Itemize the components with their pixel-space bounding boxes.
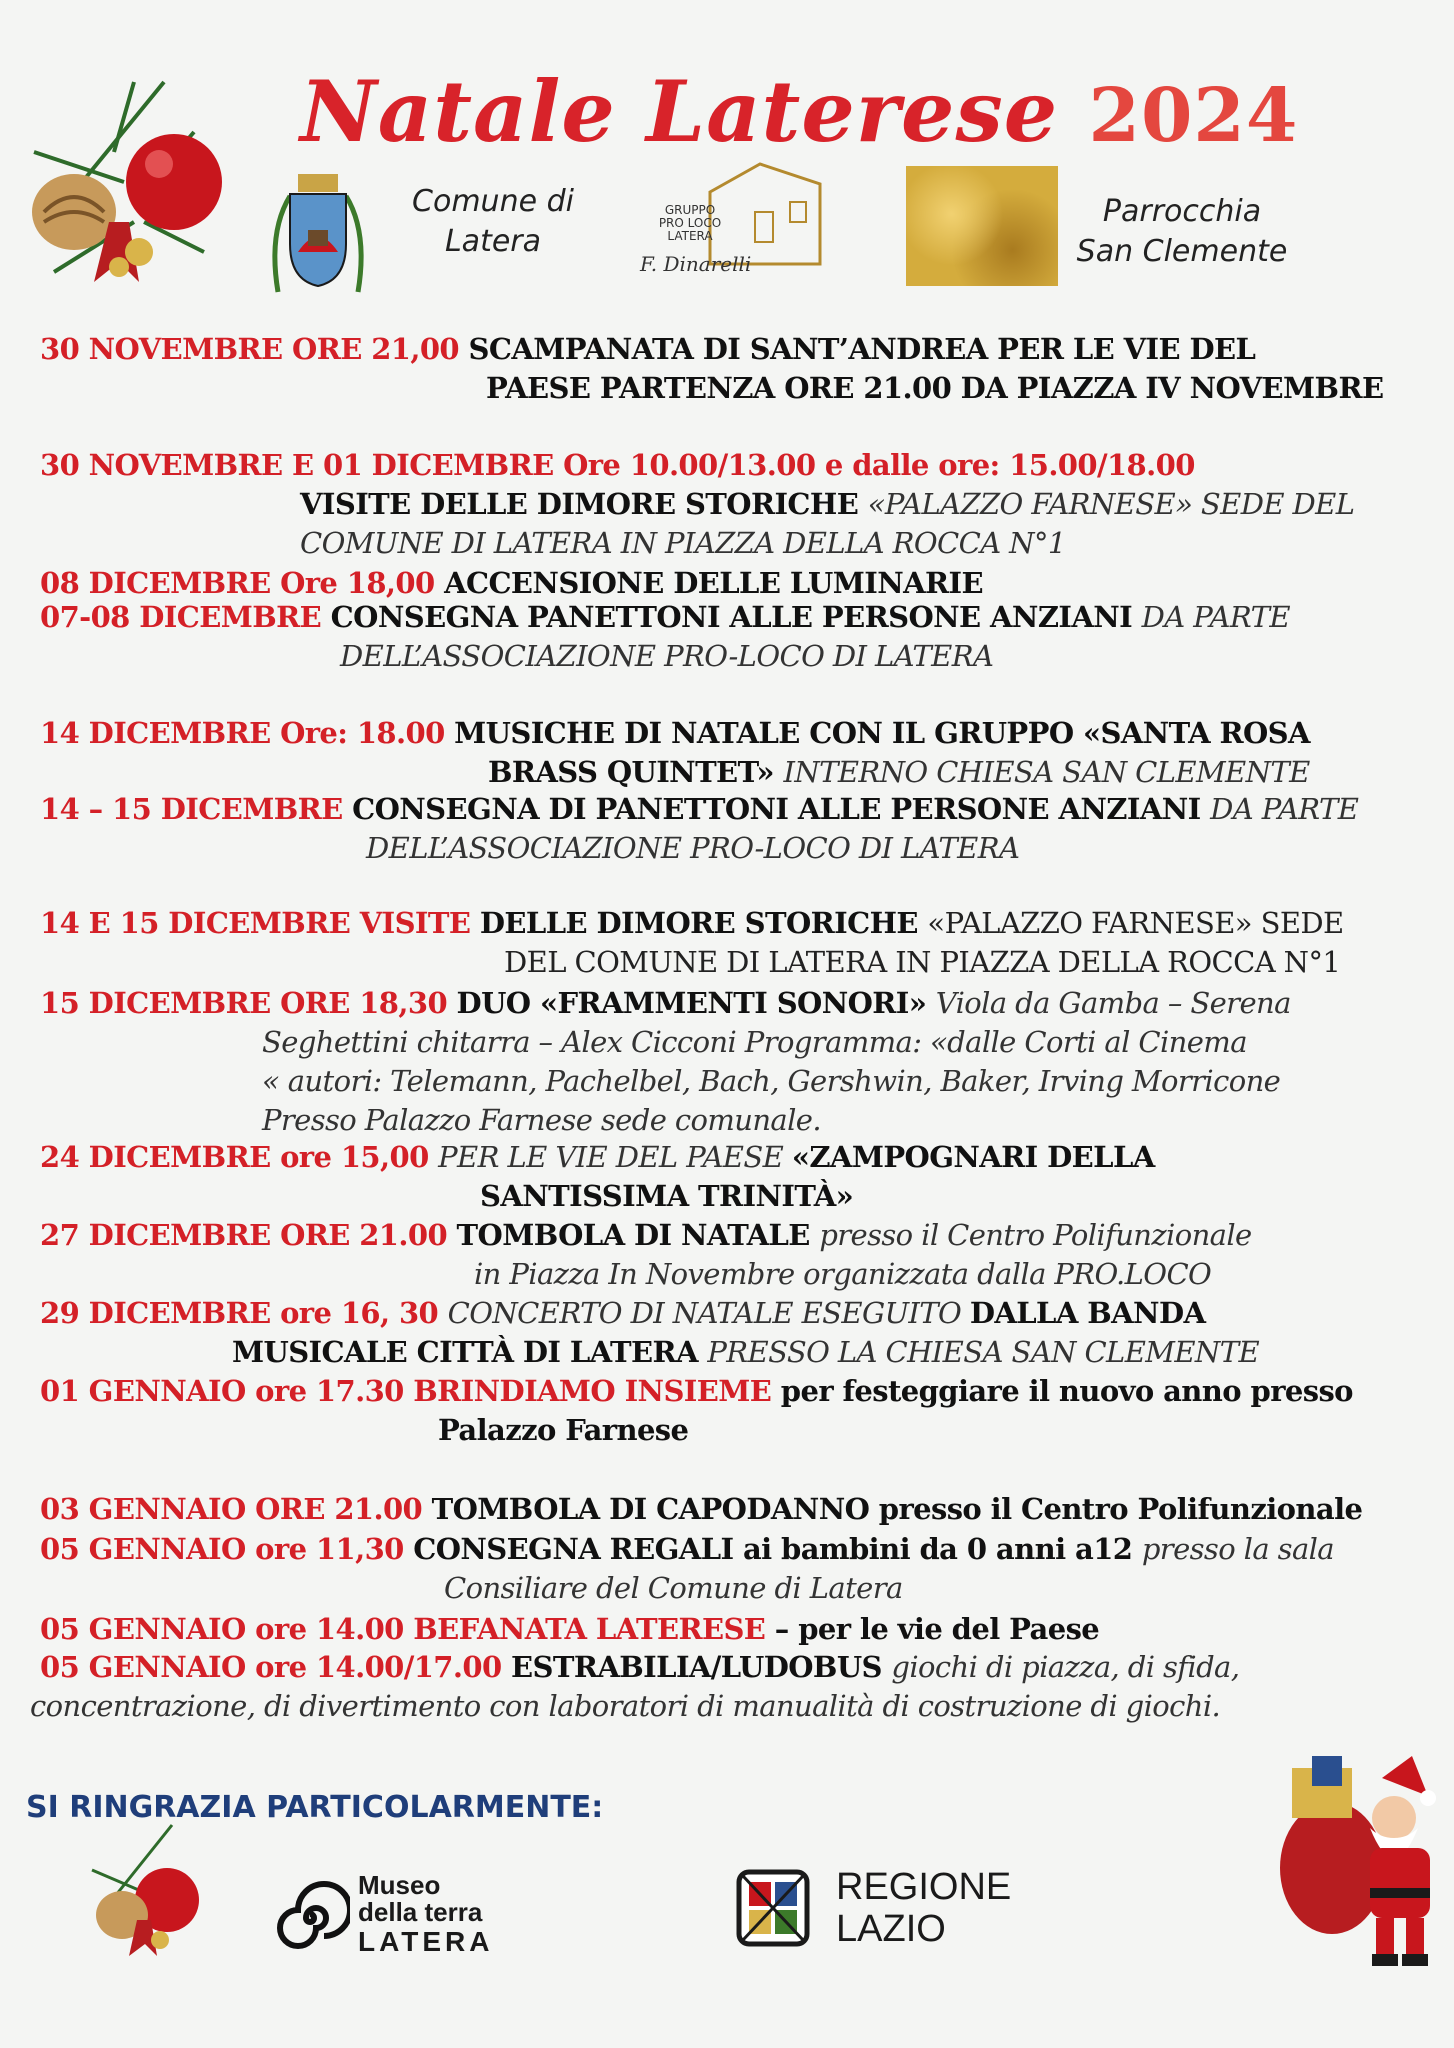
event-line <box>40 1138 1450 1177</box>
event-item <box>30 1648 1450 1726</box>
event-text: TOMBOLA DI CAPODANNO presso il Centro Polifunzionale <box>431 1492 1363 1526</box>
event-item <box>40 790 1450 868</box>
event-text: MUSICALE CITTÀ DI LATERA <box>232 1335 708 1369</box>
event-line <box>40 1255 1450 1294</box>
event-item <box>40 1610 1450 1649</box>
event-line <box>40 369 1450 408</box>
event-item <box>40 1490 1450 1529</box>
event-item <box>40 446 1450 563</box>
event-line <box>40 714 1450 753</box>
event-text: DA PARTE <box>1210 792 1359 826</box>
event-text: «ZAMPOGNARI DELLA <box>791 1140 1155 1174</box>
event-text: SCAMPANATA DI SANT’ANDREA PER LE VIE DEL <box>468 332 1256 366</box>
poster-title <box>300 62 1300 161</box>
museo-line2: della terra <box>358 1897 483 1927</box>
event-text: presso la sala <box>1141 1532 1334 1566</box>
event-text: ACCENSIONE DELLE LUMINARIE <box>444 566 983 600</box>
event-item <box>40 1372 1450 1450</box>
comune-label-line2: Latera <box>444 224 542 259</box>
event-text: DELL’ASSOCIAZIONE PRO-LOCO DI LATERA <box>366 831 1020 865</box>
event-text: COMUNE DI LATERA IN PIAZZA DELLA ROCCA N°1 <box>300 526 1066 560</box>
event-text: «PALAZZO FARNESE» SEDE DEL <box>867 487 1355 521</box>
event-line <box>40 524 1450 563</box>
proloco-logo <box>640 162 850 282</box>
event-text: giochi di piazza, di sfida, <box>891 1650 1240 1684</box>
event-date: 08 DICEMBRE Ore 18,00 <box>40 566 445 600</box>
event-date: 14 – 15 DICEMBRE <box>40 792 353 826</box>
event-date: 01 GENNAIO ore 17.30 BRINDIAMO INSIEME <box>40 1374 781 1408</box>
event-text: Seghettini chitarra – Alex Cicconi Programma: «dalle Corti al Cinema <box>262 1025 1247 1059</box>
event-line <box>30 1687 1450 1726</box>
event-date: 05 GENNAIO ore 14.00 BEFANATA LATERESE <box>40 1612 775 1646</box>
event-text: CONSEGNA PANETTONI ALLE PERSONE ANZIANI <box>330 600 1142 634</box>
event-item <box>40 598 1450 676</box>
event-line <box>40 446 1450 485</box>
event-text: – per le vie del Paese <box>774 1612 1100 1646</box>
event-text: CONSEGNA REGALI ai bambini da 0 anni a12 <box>413 1532 1142 1566</box>
santa-claus-icon <box>1272 1748 1452 1970</box>
event-line <box>40 1411 1450 1450</box>
event-text: DELLE DIMORE STORICHE <box>479 906 928 940</box>
event-line <box>40 1216 1450 1255</box>
event-text: MUSICHE DI NATALE CON IL GRUPPO «SANTA ROSA <box>454 716 1310 750</box>
event-line <box>40 984 1450 1023</box>
event-text: concentrazione, di divertimento con laboratori di manualità di costruzione di giochi. <box>30 1689 1221 1723</box>
event-date: 14 DICEMBRE Ore: 18.00 <box>40 716 455 750</box>
event-item <box>40 1216 1450 1294</box>
event-text: DELL’ASSOCIAZIONE PRO-LOCO DI LATERA <box>340 639 994 673</box>
event-text: DUO «FRAMMENTI SONORI» <box>456 986 936 1020</box>
christmas-ornament-top-left <box>14 72 224 292</box>
event-text: INTERNO CHIESA SAN CLEMENTE <box>783 755 1310 789</box>
comune-crest-icon <box>268 172 368 304</box>
event-line <box>40 1569 1450 1608</box>
event-item <box>40 330 1450 408</box>
event-date: 03 GENNAIO ORE 21.00 <box>40 1492 432 1526</box>
proloco-text <box>650 204 730 243</box>
event-text: « autori: Telemann, Pachelbel, Bach, Gershwin, Baker, Irving Morricone <box>262 1064 1281 1098</box>
event-text: DA PARTE <box>1141 600 1290 634</box>
event-line <box>40 753 1450 792</box>
regione-lazio-text <box>836 1866 1011 1950</box>
event-line <box>40 1062 1450 1101</box>
event-date: 05 GENNAIO ore 14.00/17.00 <box>40 1650 512 1684</box>
event-date: 07-08 DICEMBRE <box>40 600 331 634</box>
event-line <box>40 829 1450 868</box>
event-text: in Piazza In Novembre organizzata dalla PRO.LOCO <box>474 1257 1212 1291</box>
museo-line3: LATERA <box>358 1926 494 1957</box>
regione-line2: LAZIO <box>836 1908 946 1950</box>
event-line <box>40 1372 1450 1411</box>
event-date: 29 DICEMBRE ore 16, 30 <box>40 1296 448 1330</box>
proloco-line3: LATERA <box>667 229 713 243</box>
event-text: PRESSO LA CHIESA SAN CLEMENTE <box>707 1335 1260 1369</box>
event-text: PAESE PARTENZA ORE 21.00 DA PIAZZA IV NOVEMBRE <box>486 371 1384 405</box>
event-date: 14 E 15 DICEMBRE VISITE <box>40 906 480 940</box>
event-text: BRASS QUINTET» <box>488 755 784 789</box>
event-text: «PALAZZO FARNESE» SEDE <box>927 906 1344 940</box>
event-line <box>40 1530 1450 1569</box>
event-item <box>40 984 1450 1140</box>
event-line <box>40 485 1450 524</box>
event-line <box>40 1294 1450 1333</box>
event-text: presso il Centro Polifunzionale <box>819 1218 1252 1252</box>
event-date: 30 NOVEMBRE ORE 21,00 <box>40 332 469 366</box>
title-text: Natale Laterese <box>300 62 1059 161</box>
event-line <box>40 1177 1450 1216</box>
event-item <box>40 1530 1450 1608</box>
event-line <box>40 637 1450 676</box>
parrocchia-label-line1: Parrocchia <box>1102 194 1262 229</box>
event-text: per festeggiare il nuovo anno presso <box>780 1374 1353 1408</box>
christmas-ornament-bottom-left <box>82 1820 202 1960</box>
parrocchia-label <box>1062 192 1302 272</box>
regione-line1: REGIONE <box>836 1866 1012 1908</box>
event-line <box>40 904 1450 943</box>
event-line <box>40 1648 1450 1687</box>
event-date: 24 DICEMBRE ore 15,00 <box>40 1140 439 1174</box>
parrocchia-label-line2: San Clemente <box>1076 234 1288 269</box>
event-text: CONCERTO DI NATALE ESEGUITO <box>447 1296 970 1330</box>
event-text: DALLA BANDA <box>969 1296 1206 1330</box>
event-line <box>40 598 1450 637</box>
event-text: PER LE VIE DEL PAESE <box>438 1140 792 1174</box>
event-item <box>40 904 1450 982</box>
proloco-signature: F. Dinarelli <box>640 252 752 276</box>
thanks-heading: SI RINGRAZIA PARTICOLARMENTE: <box>26 1790 604 1825</box>
event-line <box>40 1610 1450 1649</box>
event-text: VISITE DELLE DIMORE STORICHE <box>300 487 868 521</box>
museo-spiral-icon <box>270 1878 350 1958</box>
event-text: Palazzo Farnese <box>438 1413 689 1447</box>
event-item <box>40 1138 1450 1216</box>
event-line <box>40 943 1450 982</box>
event-text: DEL COMUNE DI LATERA IN PIAZZA DELLA ROCCA N°1 <box>504 945 1341 979</box>
proloco-line1: GRUPPO <box>664 203 716 217</box>
event-line <box>40 330 1450 369</box>
event-line <box>40 1490 1450 1529</box>
regione-lazio-emblem-icon <box>733 1866 813 1950</box>
event-text: CONSEGNA DI PANETTONI ALLE PERSONE ANZIANI <box>352 792 1211 826</box>
event-text: Viola da Gamba – Serena <box>935 986 1291 1020</box>
event-text: Consiliare del Comune di Latera <box>444 1571 903 1605</box>
event-text: SANTISSIMA TRINITÀ» <box>480 1179 854 1213</box>
comune-label-line1: Comune di <box>412 184 574 219</box>
event-line <box>40 1333 1450 1372</box>
event-date: 15 DICEMBRE ORE 18,30 <box>40 986 457 1020</box>
parrocchia-gold-emblem <box>906 166 1058 286</box>
proloco-line2: PRO LOCO <box>658 216 722 230</box>
comune-di-latera-label <box>388 182 598 262</box>
event-item <box>40 1294 1450 1372</box>
museo-line1: Museo <box>358 1870 441 1900</box>
event-text: ESTRABILIA/LUDOBUS <box>511 1650 892 1684</box>
event-text: TOMBOLA DI NATALE <box>456 1218 820 1252</box>
event-line <box>40 1023 1450 1062</box>
event-line <box>40 790 1450 829</box>
event-date: 30 NOVEMBRE E 01 DICEMBRE Ore 10.00/13.00 e dalle ore: 15.00/18.00 <box>40 448 1195 482</box>
event-line <box>40 1101 1450 1140</box>
event-item <box>40 714 1450 792</box>
event-date: 05 GENNAIO ore 11,30 <box>40 1532 414 1566</box>
museo-logo-text <box>358 1872 493 1958</box>
event-text: Presso Palazzo Farnese sede comunale. <box>262 1103 821 1137</box>
event-date: 27 DICEMBRE ORE 21.00 <box>40 1218 457 1252</box>
title-year: 2024 <box>1088 73 1299 159</box>
